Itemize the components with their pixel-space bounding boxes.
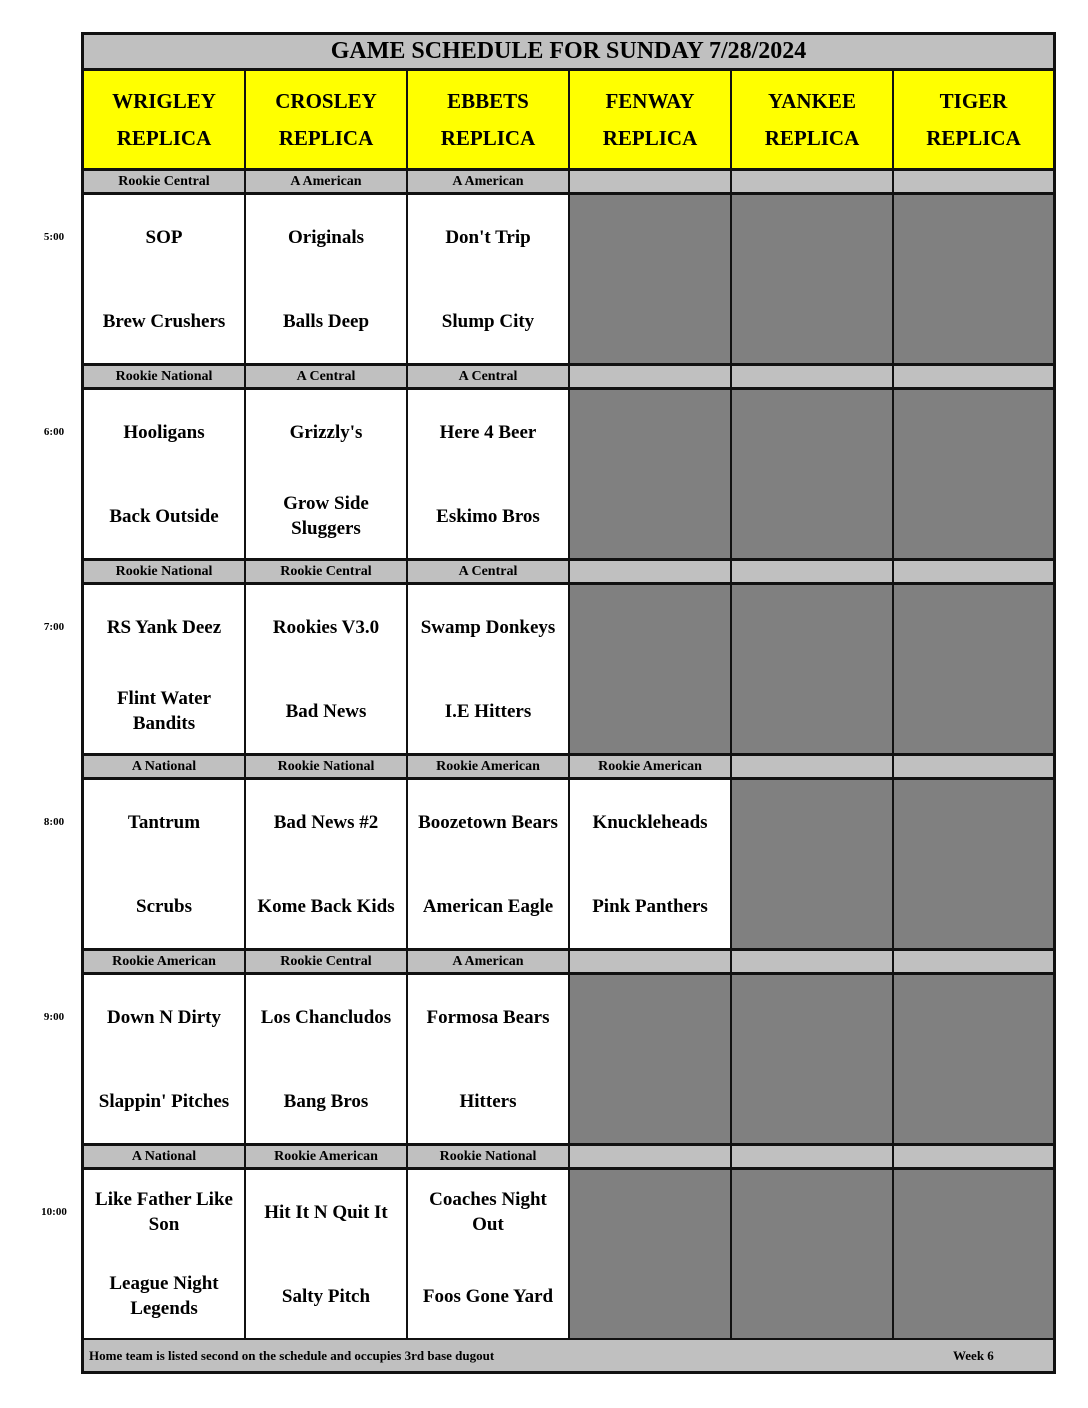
game-cell	[408, 195, 568, 363]
time-label: 5:00	[43, 231, 65, 243]
home-team: Slump City	[408, 279, 568, 363]
game-cell	[408, 780, 568, 948]
game-cell	[408, 390, 568, 558]
division-label	[894, 756, 1053, 777]
field-name: YANKEE	[768, 88, 856, 113]
division-label: A American	[246, 171, 406, 192]
division-label: A National	[84, 756, 244, 777]
game-cell	[84, 585, 244, 753]
empty-slot	[570, 585, 730, 753]
away-team: Tantrum	[84, 780, 244, 864]
division-label	[894, 366, 1053, 387]
field-header-crosley	[246, 71, 406, 168]
home-team: Grow Side Sluggers	[246, 474, 406, 558]
division-label: A Central	[408, 561, 568, 582]
away-team: Like Father Like Son	[84, 1170, 244, 1254]
home-team: Eskimo Bros	[408, 474, 568, 558]
home-team: Back Outside	[84, 474, 244, 558]
game-cell	[84, 390, 244, 558]
division-label	[570, 561, 730, 582]
division-label	[732, 366, 892, 387]
away-team: Coaches Night Out	[408, 1170, 568, 1254]
game-cell	[84, 1170, 244, 1338]
division-label: Rookie National	[246, 756, 406, 777]
home-team: Bang Bros	[246, 1059, 406, 1143]
division-label: Rookie Central	[246, 561, 406, 582]
home-team: Scrubs	[84, 864, 244, 948]
division-label	[732, 171, 892, 192]
empty-slot	[894, 780, 1053, 948]
away-team: Originals	[246, 195, 406, 279]
time-label: 8:00	[43, 816, 65, 828]
division-label	[570, 171, 730, 192]
away-team: Bad News #2	[246, 780, 406, 864]
game-cell	[408, 975, 568, 1143]
home-team: League Night Legends	[84, 1254, 244, 1338]
field-subtitle: REPLICA	[440, 125, 536, 150]
empty-slot	[732, 1170, 892, 1338]
footer-bar	[84, 1340, 1053, 1371]
game-cell	[246, 390, 406, 558]
home-team: Flint Water Bandits	[84, 669, 244, 753]
home-team: Bad News	[246, 669, 406, 753]
division-label	[894, 1146, 1053, 1167]
away-team: Down N Dirty	[84, 975, 244, 1059]
empty-slot	[570, 390, 730, 558]
division-label	[894, 951, 1053, 972]
away-team: Boozetown Bears	[408, 780, 568, 864]
division-label: Rookie National	[408, 1146, 568, 1167]
division-label: A American	[408, 951, 568, 972]
division-label	[732, 1146, 892, 1167]
home-team: Salty Pitch	[246, 1254, 406, 1338]
empty-slot	[894, 975, 1053, 1143]
field-header-yankee	[732, 71, 892, 168]
division-label: Rookie Central	[246, 951, 406, 972]
page-title: GAME SCHEDULE FOR SUNDAY 7/28/2024	[84, 35, 1053, 68]
empty-slot	[732, 585, 892, 753]
game-cell	[408, 585, 568, 753]
division-label	[570, 951, 730, 972]
home-team: Kome Back Kids	[246, 864, 406, 948]
division-label: A Central	[408, 366, 568, 387]
away-team: Rookies V3.0	[246, 585, 406, 669]
away-team: Formosa Bears	[408, 975, 568, 1059]
division-label	[570, 1146, 730, 1167]
division-label	[894, 171, 1053, 192]
home-team: Brew Crushers	[84, 279, 244, 363]
field-header-tiger	[894, 71, 1053, 168]
division-label: A American	[408, 171, 568, 192]
division-label: A Central	[246, 366, 406, 387]
field-subtitle: REPLICA	[926, 125, 1021, 150]
division-label: Rookie National	[84, 561, 244, 582]
game-cell	[84, 195, 244, 363]
home-team: Slappin' Pitches	[84, 1059, 244, 1143]
field-subtitle: REPLICA	[602, 125, 698, 150]
division-label: Rookie American	[570, 756, 730, 777]
empty-slot	[894, 390, 1053, 558]
game-cell	[246, 780, 406, 948]
empty-slot	[732, 975, 892, 1143]
away-team: SOP	[84, 195, 244, 279]
game-cell	[408, 1170, 568, 1338]
schedule-table	[81, 32, 1056, 1374]
empty-slot	[732, 390, 892, 558]
time-label: 6:00	[43, 426, 65, 438]
field-subtitle: REPLICA	[116, 125, 212, 150]
empty-slot	[894, 585, 1053, 753]
away-team: Hooligans	[84, 390, 244, 474]
away-team: Hit It N Quit It	[246, 1170, 406, 1254]
division-label: A National	[84, 1146, 244, 1167]
empty-slot	[570, 1170, 730, 1338]
game-cell	[246, 585, 406, 753]
time-label: 10:00	[41, 1206, 67, 1218]
empty-slot	[570, 975, 730, 1143]
away-team: Here 4 Beer	[408, 390, 568, 474]
game-cell	[246, 1170, 406, 1338]
empty-slot	[894, 195, 1053, 363]
home-team: Foos Gone Yard	[408, 1254, 568, 1338]
home-team: Balls Deep	[246, 279, 406, 363]
away-team: Grizzly's	[246, 390, 406, 474]
division-label: Rookie National	[84, 366, 244, 387]
away-team: RS Yank Deez	[84, 585, 244, 669]
field-name: EBBETS	[447, 88, 529, 113]
field-name: FENWAY	[605, 88, 695, 113]
field-subtitle: REPLICA	[764, 125, 860, 150]
field-header-ebbets	[408, 71, 568, 168]
time-label: 7:00	[43, 621, 65, 633]
footer-note: Home team is listed second on the schedule and occupies 3rd base dugout	[89, 1347, 495, 1363]
division-label	[570, 366, 730, 387]
game-cell	[246, 975, 406, 1143]
away-team: Los Chancludos	[246, 975, 406, 1059]
game-cell	[84, 975, 244, 1143]
field-name: TIGER	[939, 88, 1008, 113]
empty-slot	[894, 1170, 1053, 1338]
week-label: Week 6	[953, 1347, 994, 1363]
division-label: Rookie American	[246, 1146, 406, 1167]
division-label	[732, 756, 892, 777]
away-team: Swamp Donkeys	[408, 585, 568, 669]
time-label: 9:00	[43, 1011, 65, 1023]
home-team: Pink Panthers	[570, 864, 730, 948]
empty-slot	[732, 780, 892, 948]
division-label: Rookie American	[84, 951, 244, 972]
empty-slot	[732, 195, 892, 363]
division-label	[732, 951, 892, 972]
field-header-fenway	[570, 71, 730, 168]
game-cell	[246, 195, 406, 363]
division-label: Rookie American	[408, 756, 568, 777]
division-label: Rookie Central	[84, 171, 244, 192]
empty-slot	[570, 195, 730, 363]
field-header-wrigley	[84, 71, 244, 168]
home-team: American Eagle	[408, 864, 568, 948]
home-team: I.E Hitters	[408, 669, 568, 753]
away-team: Knuckleheads	[570, 780, 730, 864]
game-cell	[570, 780, 730, 948]
field-name: WRIGLEY	[112, 88, 216, 113]
away-team: Don't Trip	[408, 195, 568, 279]
home-team: Hitters	[408, 1059, 568, 1143]
division-label	[894, 561, 1053, 582]
field-name: CROSLEY	[275, 88, 377, 113]
division-label	[732, 561, 892, 582]
field-subtitle: REPLICA	[278, 125, 374, 150]
game-cell	[84, 780, 244, 948]
